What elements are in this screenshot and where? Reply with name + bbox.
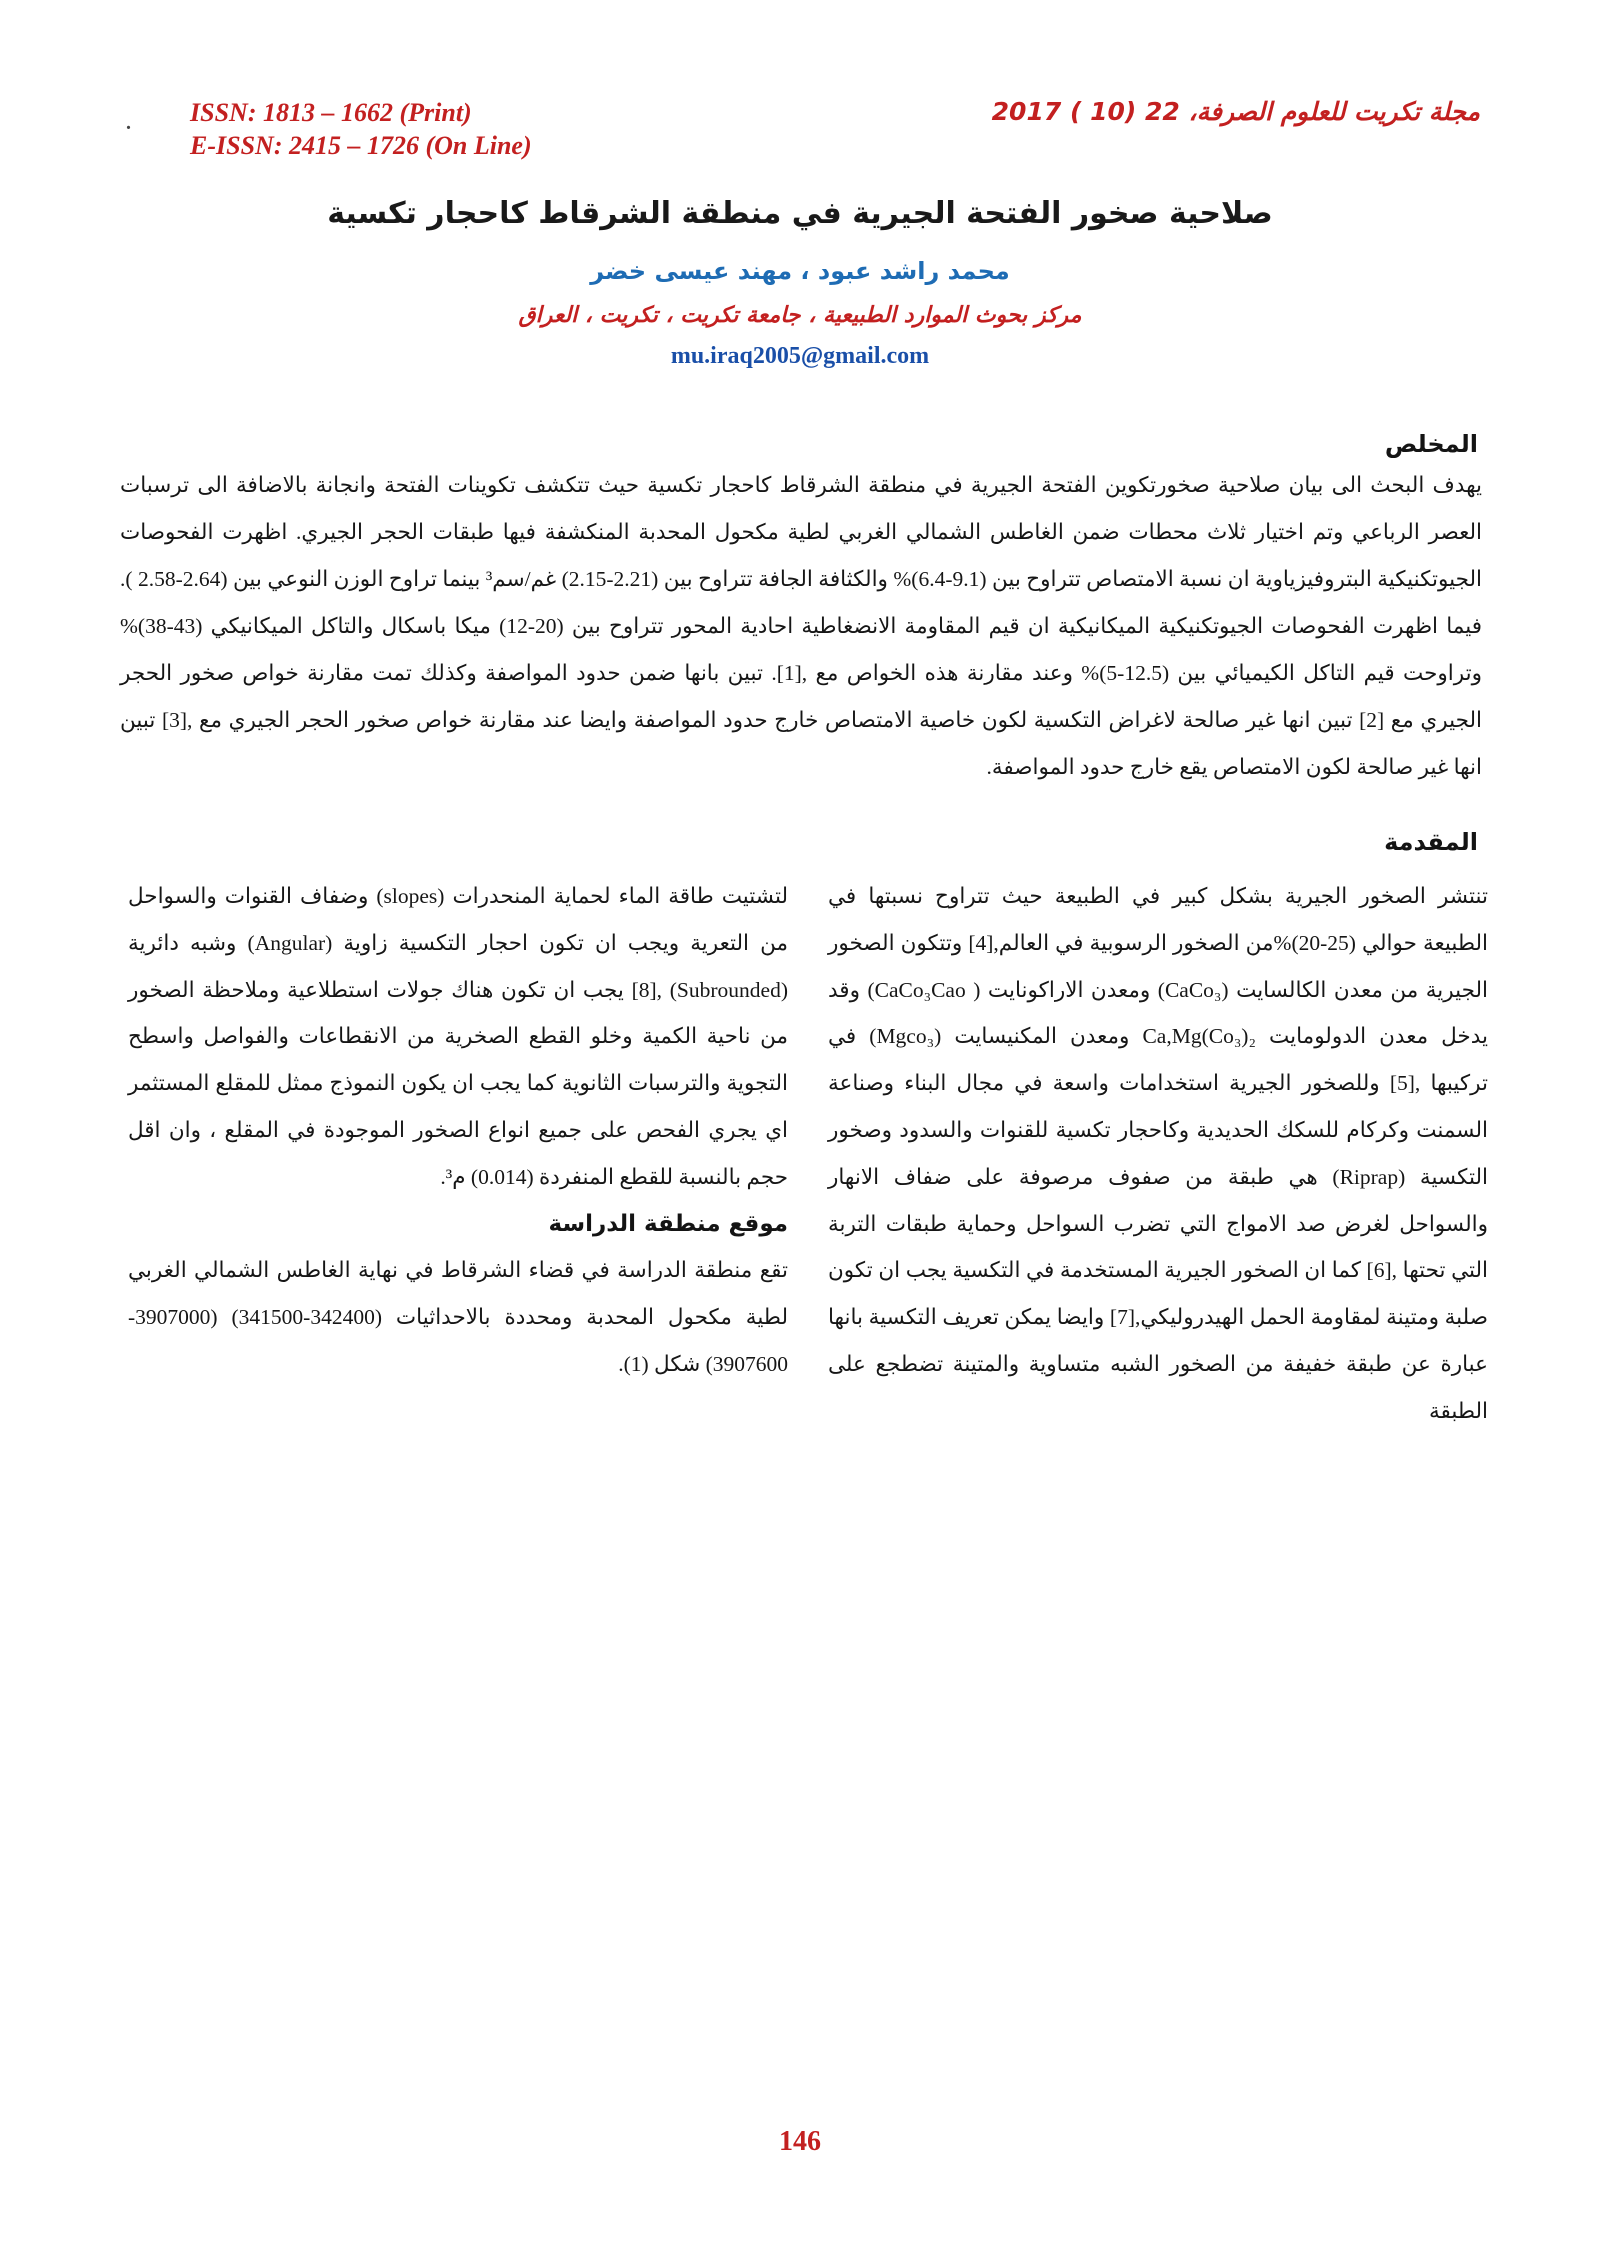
abstract-heading: المخلص — [1384, 430, 1478, 458]
abstract-text: يهدف البحث الى بيان صلاحية صخورتكوين الفتحة الجيرية في منطقة الشرقاط كاحجار تكسية حيث تتكشف تكوينات الفتحة وانجانة بالاضافة الى ترسبات العصر الرباعي وتم اختيار ثلاث محطات ضمن الغاطس الشمالي الغربي لطية مكحول المحدبة المنكشفة فيها طبقات الحجر الجيري. اظهرت الفحوصات الجيوتكنيكية البتروفيزياوية ان نسبة الامتصاص تتراوح بين (9.1-6.4)% والكثافة الجافة تتراوح بين (2.21-2.15) غم/سم³ بينما تراوح الوزن النوعي بين (2.64-2.58 ). فيما اظهرت الفحوصات الجيوتكنيكية الميكانيكية ان قيم المقاومة الانضغاطية احادية المحور تتراوح بين (20-12) ميكا باسكال والتاكل الميكانيكي (43-38)% وتراوحت قيم التاكل الكيميائي بين (12.5-5)% وعند مقارنة هذه الخواص مع ,[1]. تبين بانها ضمن حدود المواصفة وكذلك تمت مقارنة خواص صخور الحجر الجيري مع [2] تبين انها غير صالحة لاغراض التكسية لكون خاصية الامتصاص خارج حدود المواصفة وايضا عند مقارنة خواص صخور الحجر الجيري مع ,[3] تبين انها غير صالحة لكون الامتصاص يقع خارج حدود المواصفة. — [120, 473, 1483, 779]
study-area-text: تقع منطقة الدراسة في قضاء الشرقاط في نهاية الغاطس الشمالي الغربي لطية مكحول المحدبة ومحددة بالاحداثيات (342400-341500) (3907000-3907600) شكل (1). — [128, 1258, 788, 1376]
intro-column-first — [828, 873, 1488, 1435]
paper-title: صلاحية صخور الفتحة الجيرية في منطقة الشرقاط كاحجار تكسية — [327, 196, 1273, 231]
email-address: mu.iraq2005@gmail.com — [670, 343, 930, 369]
page-number: 146 — [779, 2126, 821, 2157]
journal-name-header: مجلة تكريت للعلوم الصرفة، 22 (10 ) 2017 — [991, 97, 1480, 126]
affiliation-line: مركز بحوث الموارد الطبيعية ، جامعة تكريت ، تكريت ، العراق — [518, 303, 1082, 328]
authors-line: محمد راشد عبود ، مهند عيسى خضر — [590, 257, 1010, 285]
intro-continued-text: لتشتيت طاقة الماء لحماية المنحدرات (slopes) وضفاف القنوات والسواحل من التعرية ويجب ان تكون احجار التكسية زاوية (Angular) وشبه دائرية (Subrounded) ,[8] يجب ان تكون هناك جولات استطلاعية وملاحظة الصخور من ناحية الكمية وخلو القطع الصخرية من الانقطاعات والفواصل واسطح التجوية والترسبات الثانوية كما يجب ان يكون النموذج ممثل للمقلع المستثمر اي يجري الفحص على جميع انواع الصخور الموجودة في المقلع ، وان اقل حجم بالنسبة للقطع المنفردة (0.014) م³. — [128, 884, 789, 1189]
issn-print-line: ISSN: 1813 – 1662 (Print) — [190, 98, 472, 127]
issn-block — [190, 96, 532, 162]
scan-artifact-dot: . — [126, 112, 131, 134]
intro-column-second — [128, 873, 788, 1388]
study-area-heading: موقع منطقة الدراسة — [548, 1210, 788, 1237]
intro-text: تنتشر الصخور الجيرية بشكل كبير في الطبيعة حيث تتراوح نسبتها في الطبيعة حوالي (25-20)%من الصخور الرسوبية في العالم,[4] وتتكون الصخور الجيرية من معدن الكالسايت (CaCo₃) ومعدن الاراكونايت ( CaCo₃Cao) وقد يدخل معدن الدولومايت Ca,Mg(Co₃)₂ ومعدن المكنيسايت (Mgco₃) في تركيبها ,[5] وللصخور الجيرية استخدامات واسعة في مجال البناء وصناعة السمنت وكركام للسكك الحديدية وكاحجار تكسية للقنوات والسدود وصخور التكسية (Riprap) هي طبقة من صفوف مرصوفة على ضفاف الانهار والسواحل لغرض صد الامواج التي تضرب السواحل وحماية طبقات التربة التي تحتها ,[6] كما ان الصخور الجيرية المستخدمة في التكسية يجب ان تكون صلبة ومتينة لمقاومة الحمل الهيدروليكي,[7] وايضا يمكن تعريف التكسية بانها عبارة عن طبقة خفيفة من الصخور الشبه متساوية والمتينة تضطجع على الطبقة — [828, 884, 1488, 1423]
introduction-heading: المقدمة — [1384, 828, 1478, 856]
two-column-section — [128, 873, 1488, 1493]
issn-online-line: E-ISSN: 2415 – 1726 (On Line) — [190, 131, 532, 160]
